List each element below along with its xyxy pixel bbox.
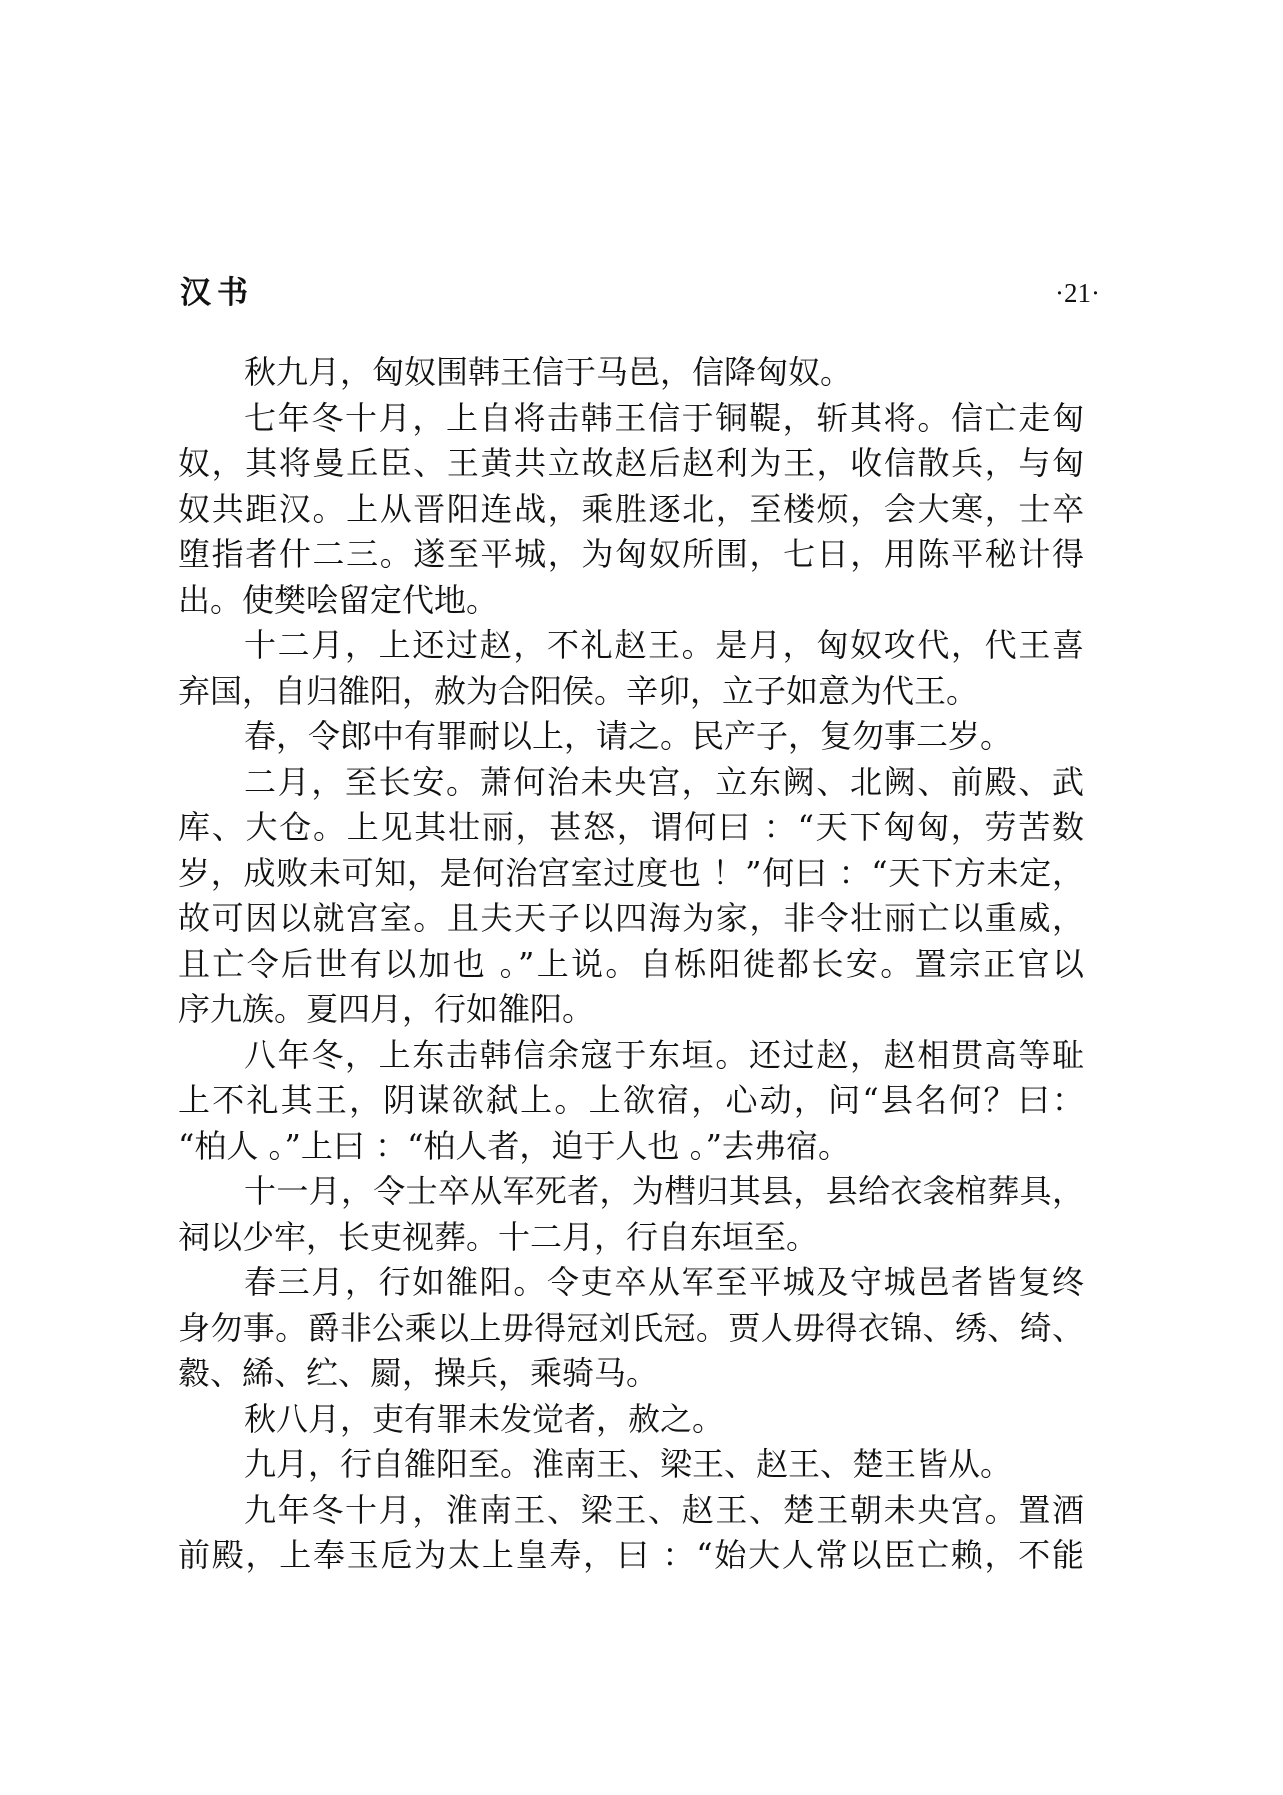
text-line: 十二月，上还过赵，不礼赵王。是月，匈奴攻代，代王喜	[244, 626, 1084, 664]
text-line: “柏人 。”上曰 ：“柏人者，迫于人也 。”去弗宿。	[178, 1126, 850, 1165]
text-line: 奴共距汉。上从晋阳连战，乘胜逐北，至楼烦，会大寒，士卒	[178, 489, 1084, 528]
running-header	[180, 268, 1100, 318]
text-line: 七年冬十月，上自将击韩王信于铜鞮，斩其将。信亡走匈	[244, 398, 1084, 437]
text-line: 祠以少牢，长吏视葬。十二月，行自东垣至。	[178, 1217, 819, 1256]
book-title: 汉书	[180, 275, 254, 311]
text-line: 春三月，行如雒阳。令吏卒从军至平城及守城邑者皆复终	[244, 1263, 1084, 1301]
text-line: 上不礼其王，阴谋欲弑上。上欲宿，心动，问“县名何？曰：	[178, 1081, 1084, 1119]
text-line: 出。使樊哙留定代地。	[178, 580, 499, 619]
text-line: 二月，至长安。萧何治未央宫，立东阙、北阙、前殿、武	[244, 762, 1084, 801]
text-line: 且亡令后世有以加也 。”上说。自栎阳徙都长安。置宗正官以	[178, 944, 1084, 983]
text-line: 序九族。夏四月，行如雒阳。	[178, 990, 595, 1028]
text-line: 八年冬，上东击韩信余寇于东垣。还过赵，赵相贯高等耻	[244, 1035, 1084, 1074]
text-line: 前殿，上奉玉卮为太上皇寿，曰 ：“始大人常以臣亡赖，不能	[178, 1536, 1084, 1574]
text-line: 故可因以就宫室。且夫天子以四海为家，非令壮丽亡以重威，	[178, 899, 1084, 937]
text-line: 九年冬十月，淮南王、梁王、赵王、楚王朝未央宫。置酒	[244, 1490, 1084, 1529]
text-line: 春，令郎中有罪耐以上，请之。民产子，复勿事二岁。	[244, 717, 1013, 755]
text-line: 身勿事。爵非公乘以上毋得冠刘氏冠。贾人毋得衣锦、绣、绮、	[178, 1308, 1084, 1347]
text-line: 秋九月，匈奴围韩王信于马邑，信降匈奴。	[244, 353, 853, 391]
text-line: 九月，行自雒阳至。淮南王、梁王、赵王、楚王皆从。	[244, 1445, 1013, 1483]
text-line: 奴，其将曼丘臣、王黄共立故赵后赵利为王，收信散兵，与匈	[178, 444, 1084, 482]
text-line: 縠、絺、纻、罽，操兵，乘骑马。	[178, 1354, 659, 1392]
text-line: 岁，成败未可知，是何治宫室过度也 ！”何曰 ：“天下方未定，	[178, 853, 1084, 892]
text-line: 库、大仓。上见其壮丽，甚怒，谓何曰 ：“天下匈匈，劳苦数	[178, 808, 1084, 846]
text-line: 堕指者什二三。遂至平城，为匈奴所围，七日，用陈平秘计得	[178, 535, 1084, 573]
text-line: 十一月，令士卒从军死者，为槥归其县，县给衣衾棺葬具，	[244, 1172, 1084, 1210]
page-number: ·21·	[1055, 278, 1100, 308]
text-line: 秋八月，吏有罪未发觉者，赦之。	[244, 1399, 725, 1438]
text-line: 弃国，自归雒阳，赦为合阳侯。辛卯，立子如意为代王。	[178, 671, 979, 710]
body-text	[178, 350, 1084, 1579]
